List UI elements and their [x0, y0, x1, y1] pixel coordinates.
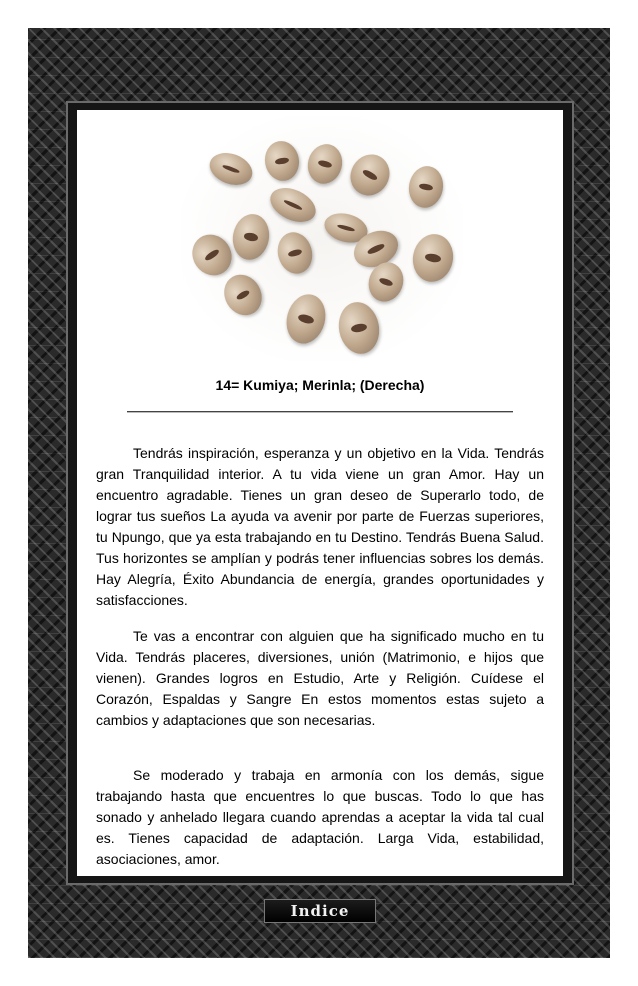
cowrie-shell: [205, 147, 257, 190]
cowrie-shell: [217, 268, 269, 322]
cowrie-shell: [273, 228, 317, 277]
page-content: [77, 110, 563, 876]
paragraph: Tendrás inspiración, esperanza y un objetivo en la Vida. Tendrás gran Tranquilidad interior. A tu vida viene un gran Amor. Hay un encuentro agradable. Tienes un gran deseo de Superarlo todo, de lograr tus sueños La ayuda va avenir por parte de Fuerzas superiores, tu Npungo, que ya esta trabajando en tu Destino. Tendrás Buena Salud. Tus horizontes se amplían y podrás tener influencias sobres los demás. Hay Alegría, Éxito Abundancia de energía, grandes oportunidades y satisfacciones.: [96, 445, 544, 608]
index-button[interactable]: Indice: [264, 899, 376, 923]
paragraph: Te vas a encontrar con alguien que ha significado mucho en tu Vida. Tendrás placeres, diversiones, unión (Matrimonio, e hijos que vienen). Grandes logros en Estudio, Arte y Religión. Cuídese el Corazón, Espaldas y Sangre En estos momentos estas sujeto a cambios y adaptaciones que son necesarias.: [96, 628, 544, 728]
cowrie-shell: [281, 290, 331, 348]
paragraph: Se moderado y trabaja en armonía con los demás, sigue trabajando hasta que encuentres lo que buscas. Todo lo que has sonado y anhelado llegara cuando aprendas a aceptar la vida tal cual es. Tienes capacidad de adaptación. Larga Vida, estabilidad, asociaciones, amor.: [96, 767, 544, 867]
cowrie-shell: [229, 211, 272, 263]
cowrie-shell: [262, 138, 302, 183]
cowrie-shell: [303, 140, 346, 187]
cowrie-shell: [184, 227, 239, 283]
cowrie-shell: [406, 163, 447, 210]
cowrie-shell: [265, 181, 321, 228]
page-title: 14= Kumiya; Merinla; (Derecha): [215, 377, 425, 393]
cowrie-shell: [343, 147, 397, 202]
cowrie-shells-image: [181, 116, 463, 361]
divider: [127, 411, 513, 413]
cowrie-shell: [335, 299, 383, 357]
cowrie-shell: [409, 231, 457, 285]
